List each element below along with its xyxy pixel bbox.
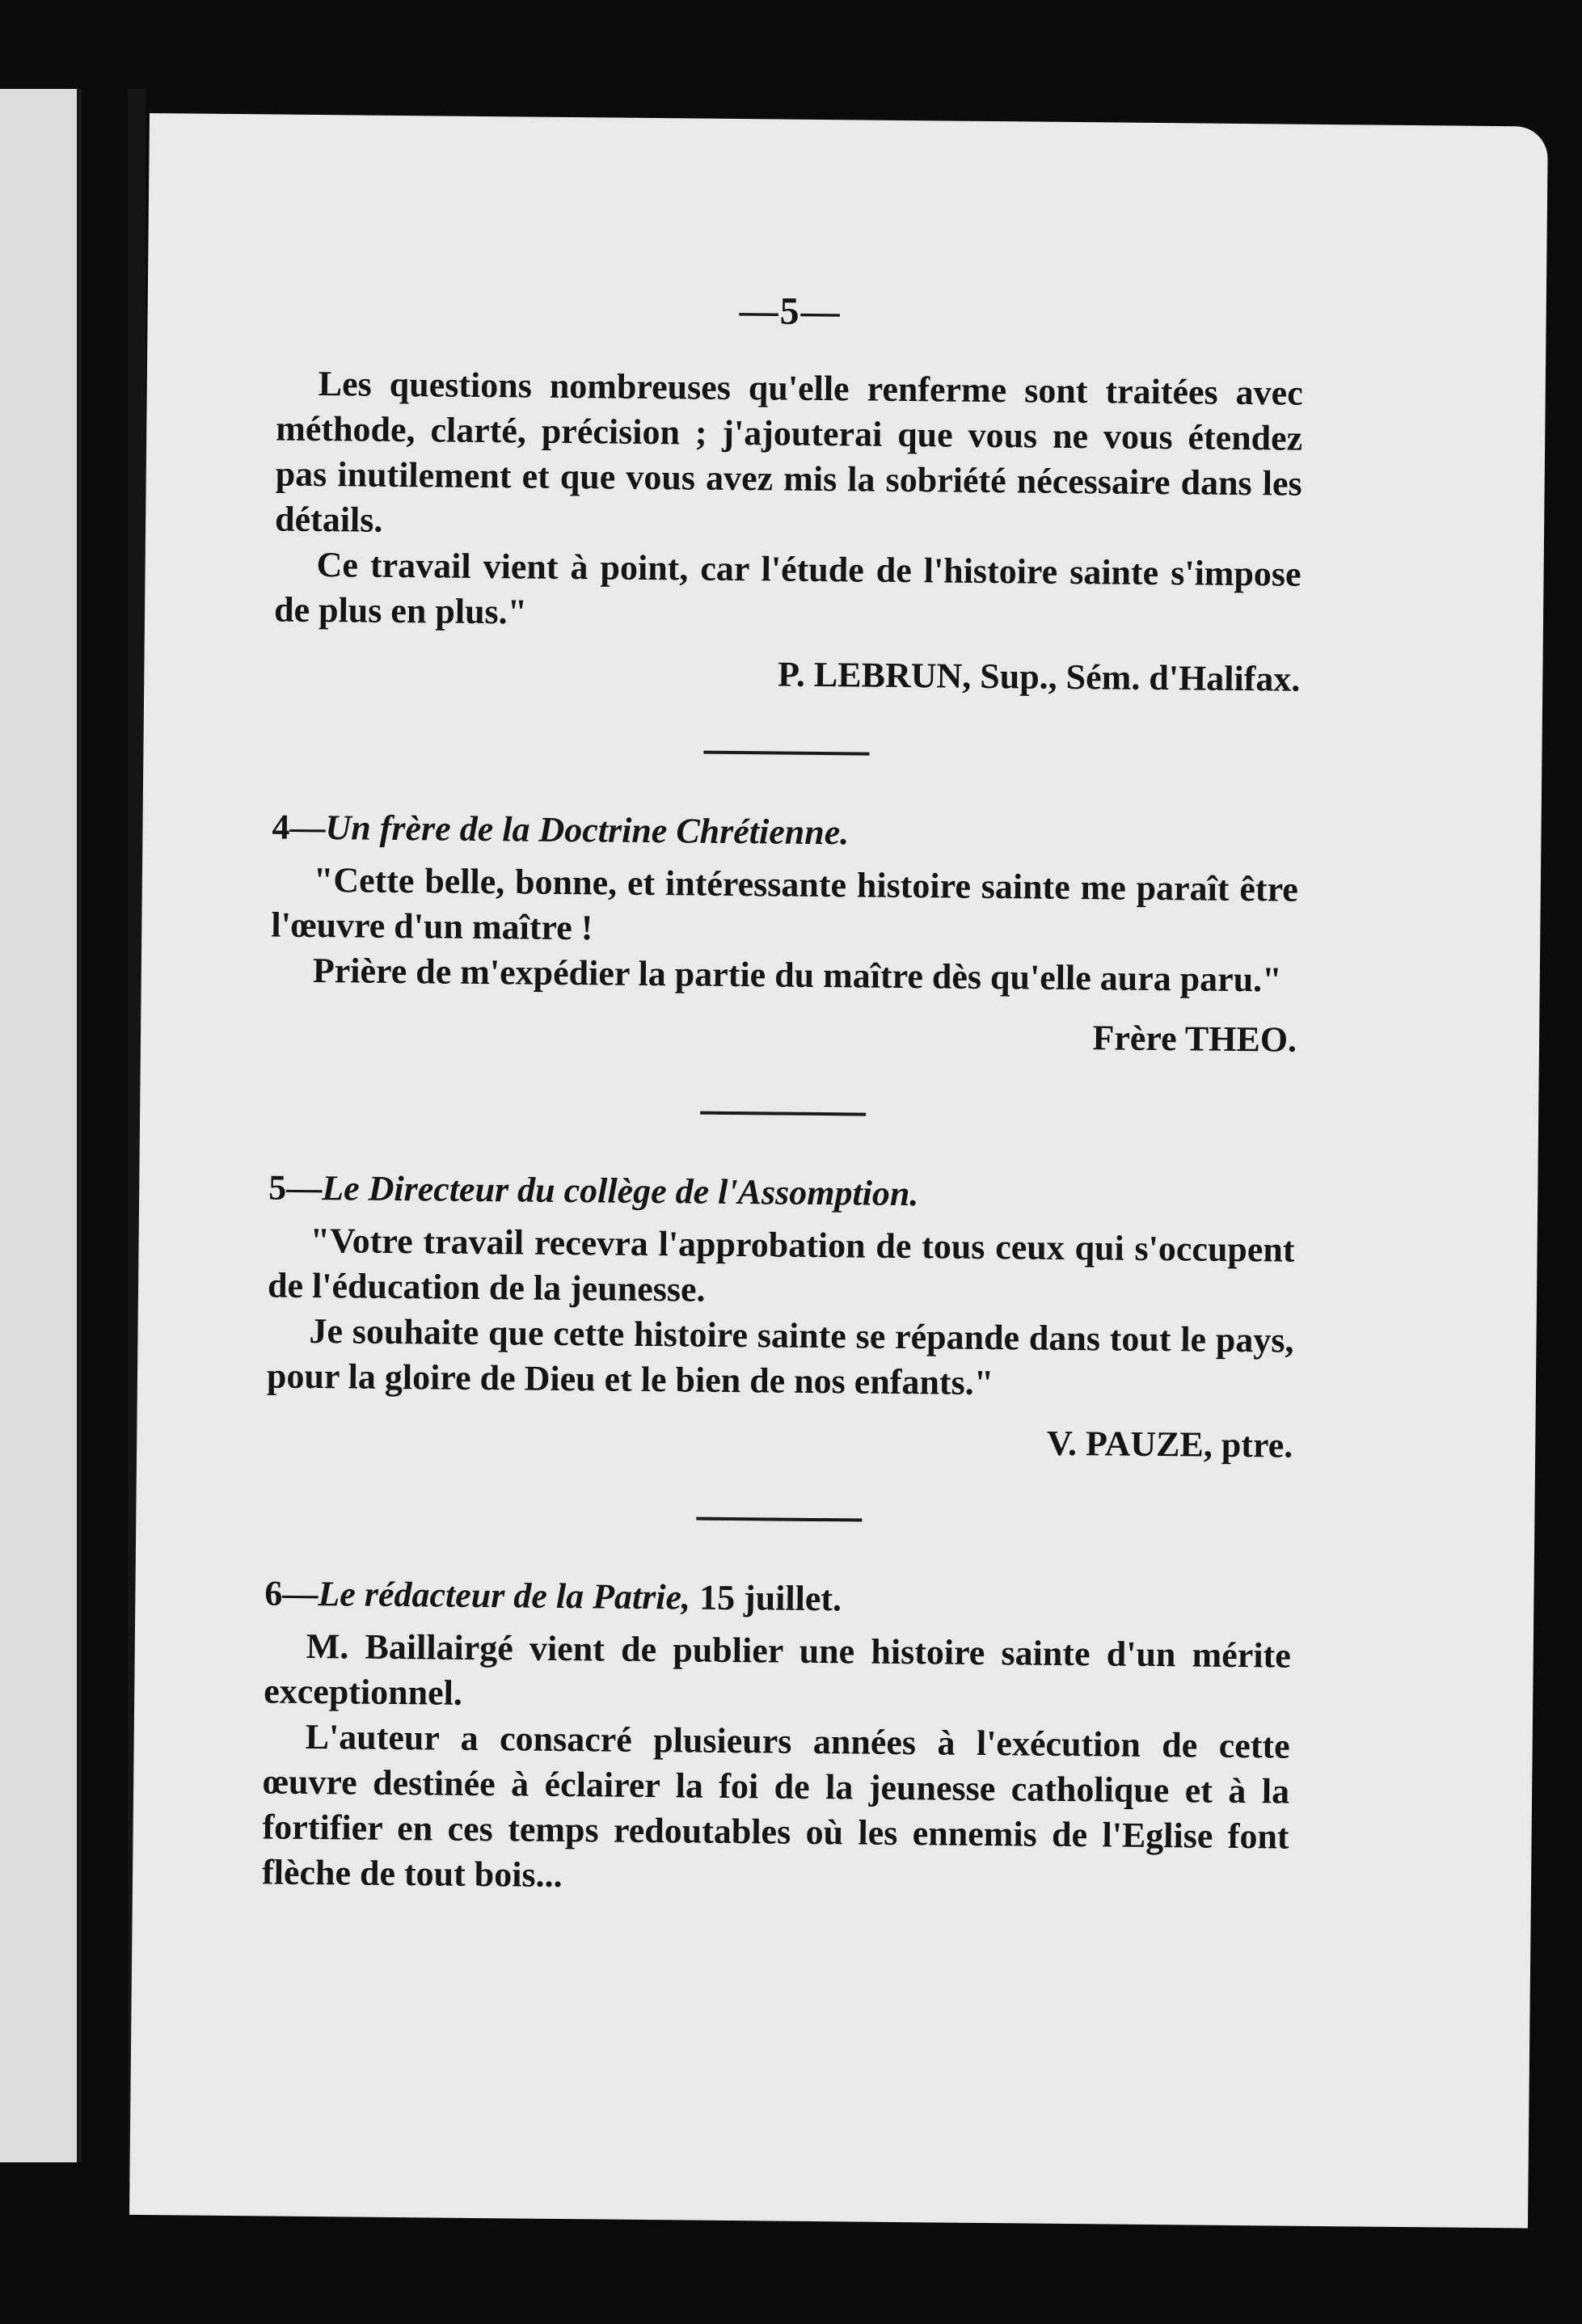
- left-page-edge: [0, 89, 82, 2162]
- book-page: [129, 113, 1548, 2228]
- letter-5: [266, 1166, 1295, 1466]
- paragraph: M. Baillairgé vient de publier une histoire sainte d'un mérite exceptionnel.: [264, 1626, 1291, 1713]
- signature: Frère THEO.: [1092, 1018, 1297, 1060]
- section-title: Un frère de la Doctrine Chrétienne.: [325, 808, 850, 853]
- section-heading: [264, 1572, 1291, 1623]
- paragraph: Les questions nombreuses qu'elle renferme sont traitées avec méthode, clarté, précision ; j'ajouterai que vous ne vous étendez pas inutilement et que vous avez mis la sobriété nécessaire dans les détails.: [274, 364, 1303, 540]
- paragraph: L'auteur a consacré plusieurs années à l'exécution de cette œuvre destinée à éclairer la foi de la jeunesse catholique et à la fortifier en ces temps redoutables où les ennemis de l'Eglise font flèche de tout bois...: [261, 1716, 1290, 1896]
- section-divider: [703, 751, 869, 756]
- paragraph: Prière de m'expédier la partie du maître dès qu'elle aura paru.": [312, 950, 1282, 1000]
- paragraph: "Votre travail recevra l'approbation de tous ceux qui s'occupent de l'éducation de la jeunesse.: [267, 1220, 1295, 1310]
- paragraph: Ce travail vient à point, car l'étude de l'histoire sainte s'impose de plus en plus.": [273, 545, 1301, 632]
- signature: P. LEBRUN, Sup., Sém. d'Halifax.: [777, 654, 1301, 699]
- letter-4: [270, 806, 1299, 1060]
- section-heading: [272, 806, 1298, 857]
- section-number: 4—: [272, 807, 326, 848]
- signature: V. PAUZE, ptre.: [1046, 1423, 1293, 1466]
- section-divider: [700, 1111, 866, 1116]
- section-number: 5—: [268, 1167, 323, 1208]
- section-title: Le rédacteur de la Patrie,: [318, 1574, 691, 1618]
- section-divider: [696, 1517, 862, 1522]
- paragraph: "Cette belle, bonne, et intéressante histoire sainte me paraît être l'œuvre d'un maître !: [271, 859, 1299, 948]
- paragraph: Je souhaite que cette histoire sainte se répande dans tout le pays, pour la gloire de Dieu et le bien de nos enfants.": [266, 1310, 1294, 1403]
- section-number: 6—: [264, 1573, 319, 1614]
- section-title: Le Directeur du collège de l'Assomption.: [322, 1168, 919, 1214]
- section-heading: [268, 1166, 1295, 1217]
- section-date: 15 juillet.: [690, 1577, 842, 1619]
- letter-lebrun: [273, 361, 1303, 700]
- page-number: —5—: [739, 289, 842, 334]
- letter-6: [262, 1572, 1292, 1904]
- page-content: [262, 285, 1304, 1905]
